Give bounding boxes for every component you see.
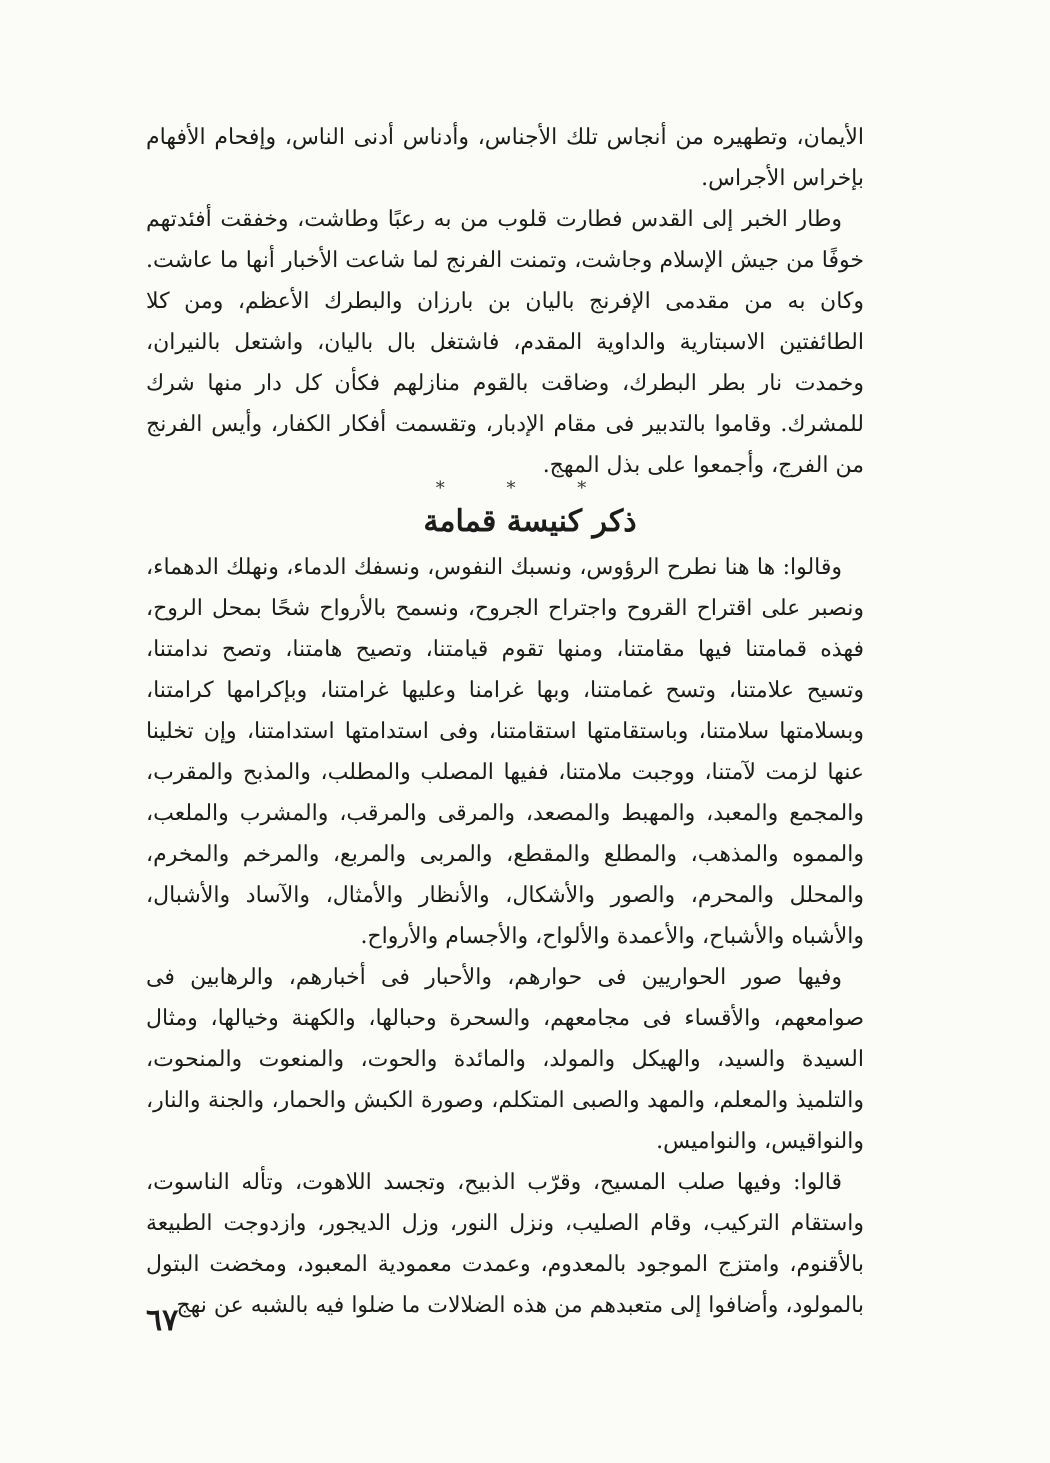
bottom-text-block: [146, 547, 864, 1326]
top-text-block: [146, 117, 864, 486]
section-separator: * * *: [435, 478, 615, 499]
paragraph: وطار الخبر إلى القدس فطارت قلوب من به رعبًا وطاشت، وخفقت أفئدتهم خوفًا من جيش الإسلام وجاشت، وتمنت الفرنج لما شاعت الأخبار أنها ما عاشت. وكان به من مقدمى الإفرنج باليان بن بارزان والبطرك الأعظم، ومن كلا الطائفتين الاسبتارية والداوية المقدم، فاشتغل بال باليان، واشتعل بالنيران، وخمدت نار بطر البطرك، وضاقت بالقوم منازلهم فكأن كل دار منها شرك للمشرك. وقاموا بالتدبير فى مقام الإدبار، وتقسمت أفكار الكفار، وأيس الفرنج من الفرج، وأجمعوا على بذل المهج.: [146, 207, 864, 478]
paragraph: وقالوا: ها هنا نطرح الرؤوس، ونسبك النفوس، ونسفك الدماء، ونهلك الدهماء، ونصبر على اقتراح القروح واجتراح الجروح، ونسمح بالأرواح شحًا بمحل الروح، فهذه قمامتنا فيها مقامتنا، ومنها تقوم قيامتنا، وتصيح هامتنا، وتصح ندامتنا، وتسيح علامتنا، وتسح غمامتنا، وبها غرامنا وعليها غرامتنا، وبإكرامها كرامتنا، وبسلامتها سلامتنا، وباستقامتها استقامتنا، وفى استدامتها استدامتنا، وإن تخلينا عنها لزمت لآمتنا، ووجبت ملامتنا، ففيها المصلب والمطلب، والمذبح والمقرب، والمجمع والمعبد، والمهبط والمصعد، والمرقى والمرقب، والمشرب والملعب، والمموه والمذهب، والمطلع والمقطع، والمربى والمربع، والمرخم والمخرم، والمحلل والمحرم، والصور والأشكال، والأنظار والأمثال، والآساد والأشبال، والأشباه والأشباح، والأعمدة والألواح، والأجسام والأرواح.: [146, 555, 864, 949]
paragraph: الأيمان، وتطهيره من أنجاس تلك الأجناس، وأدناس أدنى الناس، وإفحام الأفهام بإخراس الأجراس.: [146, 125, 864, 191]
page-number: ٦٧: [146, 1303, 179, 1338]
section-heading: ذكر كنيسة قمامة: [423, 504, 637, 539]
paragraph: قالوا: وفيها صلب المسيح، وقرّب الذبيح، وتجسد اللاهوت، وتأله الناسوت، واستقام التركيب، وقام الصليب، ونزل النور، وزل الديجور، وازدوجت الطبيعة بالأقنوم، وامتزج الموجود بالمعدوم، وعمدت معمودية المعبود، ومخضت البتول بالمولود، وأضافوا إلى متعبدهم من هذه الضلالات ما ضلوا فيه بالشبه عن نهج: [146, 1170, 864, 1318]
paragraph: وفيها صور الحواريين فى حوارهم، والأحبار فى أخبارهم، والرهابين فى صوامعهم، والأقساء فى مجامعهم، والسحرة وحبالها، والكهنة وخيالها، ومثال السيدة والسيد، والهيكل والمولد، والمائدة والحوت، والمنعوت والمنحوت، والتلميذ والمعلم، والمهد والصبى المتكلم، وصورة الكبش والحمار، والجنة والنار، والنواقيس، والنواميس.: [146, 965, 864, 1154]
